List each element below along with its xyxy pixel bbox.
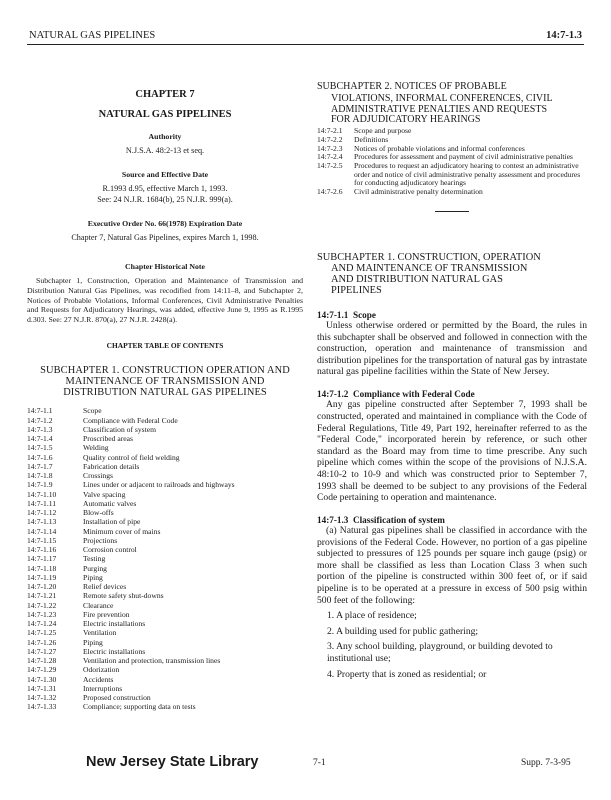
- location-list: [317, 610, 587, 680]
- toc-entry: [27, 554, 303, 563]
- subchapter-1-toc-list: [27, 406, 303, 711]
- toc-entry-title: Ventilation: [83, 628, 117, 638]
- toc-entry: [27, 564, 303, 573]
- toc-entry-title: Projections: [83, 535, 118, 545]
- toc-entry-number: 14:7-1.29: [27, 665, 57, 675]
- toc-entry-number: 14:7-1.2: [27, 415, 53, 425]
- subchapter-2-toc-heading: [317, 82, 587, 125]
- toc-entry: [27, 499, 303, 508]
- toc-entry-title: Odorization: [83, 665, 120, 675]
- toc-entry-title: Procedures for assessment and payment of civil administrative penalties: [354, 152, 573, 162]
- toc-entry: [27, 443, 303, 452]
- chapter-number: CHAPTER 7: [135, 89, 195, 100]
- section-1-3-number: 14:7-1.3: [317, 514, 349, 525]
- source-line-1: R.1993 d.95, effective March 1, 1993.: [102, 184, 228, 194]
- toc-entry-title: Scope: [83, 406, 102, 416]
- section-1-1-number: 14:7-1.1: [317, 309, 349, 320]
- toc-entry-number: 14:7-1.18: [27, 563, 57, 573]
- toc-entry: [27, 508, 303, 517]
- subchapter-1-title-line-3: AND DISTRIBUTION NATURAL GAS: [331, 273, 503, 285]
- toc-entry-title: Minimum cover of mains: [83, 526, 161, 536]
- page-footer: [0, 752, 611, 770]
- toc-entry: [27, 425, 303, 434]
- toc-entry-number: 14:7-2.6: [317, 187, 343, 197]
- subchapter-1-title-line-1: SUBCHAPTER 1. CONSTRUCTION, OPERATION: [317, 251, 541, 263]
- toc-entry: [27, 573, 303, 582]
- toc-entry-title: Testing: [83, 554, 106, 564]
- running-header: [27, 30, 584, 45]
- section-1-2-heading: [317, 389, 587, 399]
- header-section-number: 14:7-1.3: [546, 30, 582, 41]
- toc-entry: [27, 684, 303, 693]
- toc-entry-title: Compliance; supporting data on tests: [83, 702, 196, 712]
- toc-entry-title: Piping: [83, 637, 103, 647]
- toc-entry-title: Corrosion control: [83, 545, 137, 554]
- subchapter-1-heading-line-3: DISTRIBUTION NATURAL GAS PIPELINES: [63, 387, 267, 399]
- toc-entry-number: 14:7-1.28: [27, 656, 57, 665]
- toc-entry: [27, 628, 303, 637]
- toc-entry-number: 14:7-2.5: [317, 161, 343, 170]
- toc-entry-title: Crossings: [83, 471, 113, 480]
- historical-note-text: Subchapter 1, Construction, Operation and Maintenance of Transmission and Distribution Natural Gas Pipelines, was recodified from 14:11–8, and Subchapter 2, Notices of Probable Violations, Informal Conferences, Civil Administrative Penalties and Requests for Adjudicatory Hearings, was added, effective June 9, 1995 as R.1995 d.303. See: 27 N.J.R. 870(a), 27 N.J.R. 2428(a).: [27, 275, 303, 325]
- toc-entry: [27, 453, 303, 462]
- subchapter-1-title-line-4: PIPELINES: [331, 284, 382, 296]
- page-number: 7-1: [313, 758, 326, 768]
- toc-entry-number: 14:7-1.22: [27, 600, 57, 610]
- toc-entry-title: Proscribed areas: [83, 434, 133, 443]
- subchapter-1-title-line-2: AND MAINTENANCE OF TRANSMISSION: [331, 262, 528, 274]
- toc-entry: [317, 162, 587, 188]
- toc-entry-number: 14:7-1.33: [27, 702, 57, 712]
- toc-entry-number: 14:7-1.30: [27, 674, 57, 684]
- toc-entry-number: 14:7-1.12: [27, 508, 57, 517]
- subchapter-2-heading-line-4: FOR ADJUDICATORY HEARINGS: [331, 113, 481, 125]
- toc-entry-number: 14:7-1.13: [27, 517, 57, 527]
- toc-entry-title: Ventilation and protection, transmission lines: [83, 656, 221, 665]
- toc-entry: [27, 582, 303, 591]
- header-title: NATURAL GAS PIPELINES: [29, 30, 156, 41]
- toc-entry-title: Remote safety shut-downs: [83, 591, 164, 601]
- toc-entry-number: 14:7-1.4: [27, 434, 53, 443]
- toc-entry: [27, 656, 303, 665]
- subchapter-1-heading-line-2: MAINTENANCE OF TRANSMISSION AND: [65, 376, 265, 388]
- subchapter-1-heading-line-1: SUBCHAPTER 1. CONSTRUCTION OPERATION AND: [40, 365, 290, 377]
- toc-entry: [27, 406, 303, 415]
- list-item: 1. A place of residence;: [327, 610, 417, 622]
- toc-entry-number: 14:7-1.31: [27, 683, 57, 693]
- toc-entry: [27, 619, 303, 628]
- toc-entry-number: 14:7-2.2: [317, 134, 343, 144]
- toc-entry-number: 14:7-1.20: [27, 582, 57, 591]
- toc-entry-number: 14:7-1.15: [27, 535, 57, 545]
- toc-entry: [27, 490, 303, 499]
- toc-entry-number: 14:7-2.1: [317, 126, 343, 136]
- toc-entry-title: Procedures to request an adjudicatory hearing to contest an administrative order and notice of civil administrative penalty assessment and procedures for conducting adjudicatory hearings: [354, 161, 581, 188]
- toc-entry-number: 14:7-1.5: [27, 443, 53, 453]
- section-1-2-number: 14:7-1.2: [317, 389, 349, 400]
- toc-entry-title: Definitions: [354, 134, 389, 144]
- table-of-contents-heading: CHAPTER TABLE OF CONTENTS: [106, 340, 224, 350]
- toc-entry-title: Welding: [83, 443, 109, 453]
- toc-entry: [317, 188, 587, 197]
- toc-entry-title: Classification of system: [83, 424, 156, 434]
- toc-entry-number: 14:7-1.7: [27, 461, 53, 471]
- toc-entry-number: 14:7-1.1: [27, 406, 53, 416]
- toc-entry-title: Lines under or adjacent to railroads and highways: [83, 480, 235, 490]
- historical-note-heading: Chapter Historical Note: [125, 261, 205, 271]
- toc-entry: [27, 517, 303, 526]
- toc-entry-number: 14:7-1.21: [27, 591, 57, 601]
- toc-entry: [27, 536, 303, 545]
- toc-entry-number: 14:7-1.23: [27, 609, 57, 619]
- toc-entry-title: Proposed construction: [83, 693, 151, 702]
- toc-entry-title: Piping: [83, 572, 103, 582]
- left-column: [27, 60, 303, 712]
- toc-entry-title: Quality control of field welding: [83, 452, 180, 462]
- toc-entry-title: Civil administrative penalty determination: [354, 187, 483, 197]
- toc-entry-number: 14:7-2.4: [317, 152, 343, 162]
- toc-entry: [27, 675, 303, 684]
- toc-entry: [27, 591, 303, 600]
- toc-entry: [27, 693, 303, 702]
- toc-entry: [27, 610, 303, 619]
- section-1-2-title: Compliance with Federal Code: [352, 389, 475, 400]
- toc-entry-title: Clearance: [83, 600, 114, 610]
- toc-entry-title: Electric installations: [83, 646, 146, 656]
- toc-entry-number: 14:7-1.17: [27, 554, 57, 564]
- source-line-2: See: 24 N.J.R. 1684(b), 25 N.J.R. 999(a).: [97, 194, 233, 204]
- toc-entry-title: Valve spacing: [83, 489, 126, 499]
- toc-entry: [27, 462, 303, 471]
- section-1-3-title: Classification of system: [352, 514, 445, 525]
- toc-entry-title: Installation of pipe: [83, 517, 141, 527]
- chapter-title: NATURAL GAS PIPELINES: [98, 109, 232, 121]
- toc-entry-title: Accidents: [83, 674, 114, 684]
- toc-entry: [27, 665, 303, 674]
- toc-entry-number: 14:7-1.8: [27, 471, 53, 480]
- toc-entry: [27, 416, 303, 425]
- subchapter-1-toc-heading: [27, 365, 303, 398]
- supplement-date: Supp. 7-3-95: [521, 758, 571, 768]
- toc-entry: [27, 601, 303, 610]
- toc-entry-number: 14:7-1.26: [27, 637, 57, 647]
- toc-entry: [27, 434, 303, 443]
- toc-entry-title: Relief devices: [83, 582, 127, 591]
- subchapter-2-heading-line-3: ADMINISTRATIVE PENALTIES AND REQUESTS: [331, 103, 548, 115]
- executive-order-heading: Executive Order No. 66(1978) Expiration Date: [87, 219, 243, 229]
- toc-entry-title: Automatic valves: [83, 498, 137, 508]
- toc-entry-number: 14:7-1.3: [27, 424, 53, 434]
- toc-entry-number: 14:7-1.9: [27, 480, 53, 490]
- subchapter-1-heading: [317, 252, 587, 296]
- section-1-2-body: Any gas pipeline constructed after September 7, 1993 shall be constructed, operated and maintained in compliance with the Code of Federal Regulations, Title 49, Part 192, hereinafter referred to as the "Federal Code," incorporated herein by reference, or such other standard as the Board may from time to time prescribe. Any such pipeline which comes within the scope of the provisions of N.J.S.A. 48:10-2 to 10-9 and which was constructed prior to September 7, 1993 shall be deemed to be subject to any provisions of the Federal Code pertaining to operation and maintenance.: [317, 399, 587, 504]
- subchapter-2-toc-list: [317, 127, 587, 197]
- executive-order-text: Chapter 7, Natural Gas Pipelines, expires March 1, 1998.: [71, 233, 259, 243]
- section-1-1-body: Unless otherwise ordered or permitted by the Board, the rules in this subchapter shall be observed and followed in connection with the construction, operation and maintenance of transmission and distribution pipelines for the transportation of natural gas by intrastate natural gas pipeline facilities within the State of New Jersey.: [317, 320, 587, 378]
- toc-entry: [27, 527, 303, 536]
- list-item: 3. Any school building, playground, or building devoted to institutional use;: [327, 641, 553, 664]
- toc-entry-title: Fabrication details: [83, 461, 140, 471]
- toc-entry-number: 14:7-1.32: [27, 693, 57, 702]
- toc-entry: [27, 480, 303, 489]
- toc-entry-number: 14:7-1.16: [27, 545, 57, 554]
- toc-entry-number: 14:7-1.19: [27, 572, 57, 582]
- toc-entry-number: 14:7-1.10: [27, 489, 57, 499]
- toc-entry-title: Blow-offs: [83, 508, 114, 517]
- subchapter-2-heading-line-1: SUBCHAPTER 2. NOTICES OF PROBABLE: [317, 81, 507, 92]
- list-item: 2. A building used for public gathering;: [327, 625, 479, 637]
- toc-entry-number: 14:7-1.6: [27, 452, 53, 462]
- right-column: [317, 82, 587, 680]
- toc-entry-title: Scope and purpose: [354, 126, 412, 136]
- toc-entry-title: Compliance with Federal Code: [83, 415, 178, 425]
- section-1-3-body: (a) Natural gas pipelines shall be classified in accordance with the provisions of the Federal Code. However, no portion of a gas pipeline subjected to pressures of 125 pounds per square inch gauge (psig) or more shall be classified as less than Location Class 3 when such portion of the pipeline is constructed within 300 feet of, or if said pipeline is to be operated at a pressure in excess of 500 psig within 500 feet of the following:: [317, 525, 587, 606]
- toc-entry: [27, 638, 303, 647]
- toc-entry-number: 14:7-1.27: [27, 646, 57, 656]
- section-1-3-heading: [317, 515, 587, 525]
- toc-entry-title: Electric installations: [83, 619, 146, 628]
- toc-entry: [27, 471, 303, 480]
- library-stamp: New Jersey State Library: [86, 754, 259, 770]
- toc-entry: [27, 647, 303, 656]
- toc-entry-number: 14:7-2.3: [317, 143, 343, 153]
- section-1-1-heading: [317, 310, 587, 320]
- toc-entry-title: Notices of probable violations and informal conferences: [354, 143, 525, 153]
- toc-entry: [27, 545, 303, 554]
- toc-entry: [27, 702, 303, 711]
- toc-entry-title: Purging: [83, 563, 107, 573]
- authority-text: N.J.S.A. 48:2-13 et seq.: [125, 145, 205, 155]
- list-item: 4. Property that is zoned as residential; or: [327, 668, 487, 680]
- toc-entry-title: Interruptions: [83, 683, 123, 693]
- section-1-1-title: Scope: [352, 309, 376, 320]
- toc-entry-number: 14:7-1.25: [27, 628, 57, 638]
- toc-entry-number: 14:7-1.11: [27, 498, 57, 508]
- toc-entry-number: 14:7-1.14: [27, 526, 57, 536]
- subchapter-2-heading-line-2: VIOLATIONS, INFORMAL CONFERENCES, CIVIL: [331, 93, 553, 105]
- toc-entry-title: Fire prevention: [83, 609, 130, 619]
- toc-entry-number: 14:7-1.24: [27, 619, 57, 628]
- authority-heading: Authority: [148, 131, 182, 141]
- source-heading: Source and Effective Date: [121, 170, 209, 180]
- section-divider: [435, 211, 469, 212]
